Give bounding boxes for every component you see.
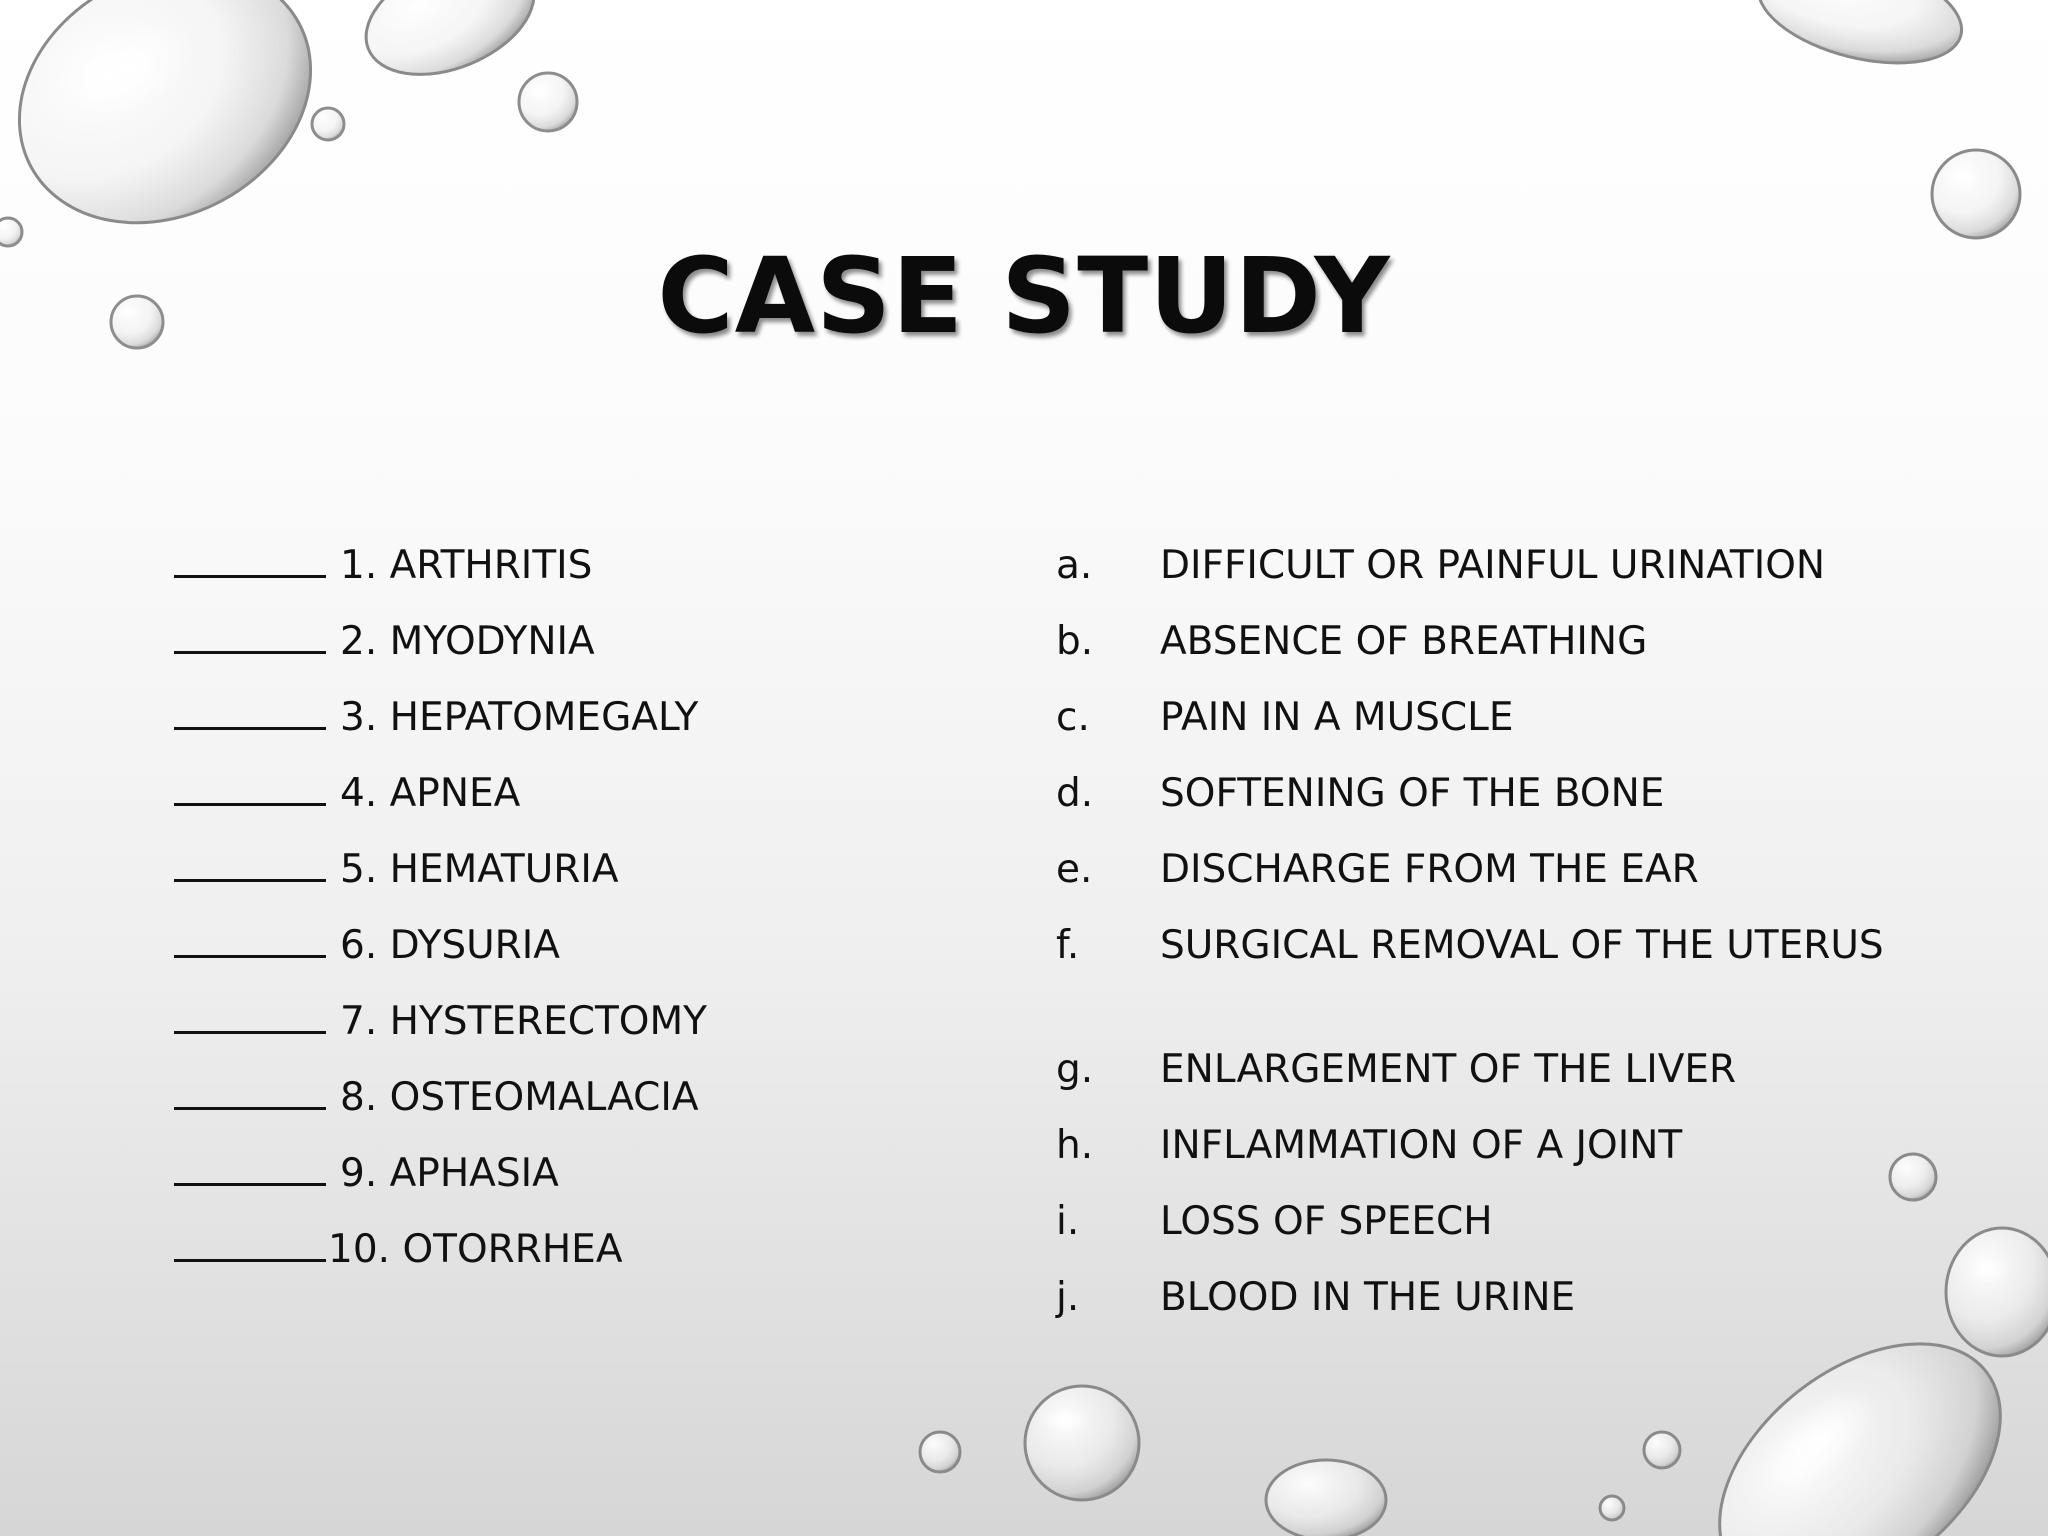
answer-blank xyxy=(174,1077,326,1110)
answer-blank xyxy=(174,773,326,806)
definition-letter: b. xyxy=(1056,619,1094,664)
terms-list xyxy=(174,542,1004,1302)
term-row xyxy=(174,1150,1004,1226)
term-row xyxy=(174,694,1004,770)
drop xyxy=(349,0,551,97)
term-number: 1. xyxy=(340,543,378,588)
definition-row xyxy=(1056,922,2006,1046)
term-number: 3. xyxy=(340,695,378,740)
definition-row xyxy=(1056,542,2006,618)
drop xyxy=(519,73,577,131)
definition-row xyxy=(1056,846,2006,922)
answer-blank xyxy=(174,545,326,578)
definition-text: SURGICAL REMOVAL OF THE UTERUS xyxy=(1160,923,1884,968)
drop xyxy=(920,1432,960,1472)
definition-row xyxy=(1056,618,2006,694)
answer-blank xyxy=(174,697,326,730)
definition-row xyxy=(1056,694,2006,770)
answer-blank xyxy=(174,1001,326,1034)
definition-letter: d. xyxy=(1056,771,1094,816)
term-text: APHASIA xyxy=(389,1151,559,1196)
answer-blank xyxy=(174,1229,326,1262)
definition-text: LOSS OF SPEECH xyxy=(1160,1199,1493,1244)
term-text: ARTHRITIS xyxy=(389,543,593,588)
definition-letter: c. xyxy=(1056,695,1090,740)
answer-blank xyxy=(174,621,326,654)
term-number: 2. xyxy=(340,619,378,664)
definition-text: INFLAMMATION OF A JOINT xyxy=(1160,1123,1683,1168)
definition-row xyxy=(1056,1046,2006,1122)
definition-letter: h. xyxy=(1056,1123,1094,1168)
term-row xyxy=(174,618,1004,694)
definition-text: ENLARGEMENT OF THE LIVER xyxy=(1160,1047,1737,1092)
term-row xyxy=(174,1074,1004,1150)
term-text: MYODYNIA xyxy=(389,619,595,664)
term-row xyxy=(174,846,1004,922)
term-text: OTORRHEA xyxy=(402,1227,623,1272)
term-row xyxy=(174,1226,1004,1302)
term-text: APNEA xyxy=(389,771,521,816)
definition-text: SOFTENING OF THE BONE xyxy=(1160,771,1665,816)
definition-row xyxy=(1056,1274,2006,1350)
definition-text: PAIN IN A MUSCLE xyxy=(1160,695,1514,740)
drop xyxy=(1600,1496,1624,1520)
drop xyxy=(1644,1432,1680,1468)
term-number: 7. xyxy=(340,999,378,1044)
definition-text: DISCHARGE FROM THE EAR xyxy=(1160,847,1699,892)
term-number: 8. xyxy=(340,1075,378,1120)
term-number: 4. xyxy=(340,771,378,816)
term-number: 5. xyxy=(340,847,378,892)
term-text: HYSTERECTOMY xyxy=(389,999,707,1044)
definition-text: DIFFICULT OR PAINFUL URINATION xyxy=(1160,543,1826,588)
term-text: HEMATURIA xyxy=(389,847,619,892)
term-text: OSTEOMALACIA xyxy=(389,1075,699,1120)
definition-letter: i. xyxy=(1056,1199,1080,1244)
answer-blank xyxy=(174,925,326,958)
term-row xyxy=(174,770,1004,846)
drop xyxy=(0,218,22,246)
term-row xyxy=(174,922,1004,998)
drop xyxy=(1025,1386,1139,1500)
drop xyxy=(1266,1460,1386,1536)
term-row xyxy=(174,998,1004,1074)
answer-blank xyxy=(174,1153,326,1186)
drop xyxy=(1747,0,1972,82)
term-row xyxy=(174,542,1004,618)
definitions-list xyxy=(1056,542,2006,1350)
term-text: HEPATOMEGALY xyxy=(389,695,699,740)
definition-row xyxy=(1056,1122,2006,1198)
drop xyxy=(1932,150,2020,238)
term-number: 9. xyxy=(340,1151,378,1196)
definition-letter: g. xyxy=(1056,1047,1094,1092)
term-number: 6. xyxy=(340,923,378,968)
definition-letter: j. xyxy=(1056,1275,1080,1320)
slide-title: CASE STUDY xyxy=(657,235,1391,357)
term-number: 10. xyxy=(328,1227,391,1272)
drop xyxy=(312,108,344,140)
term-text: DYSURIA xyxy=(389,923,560,968)
definition-letter: a. xyxy=(1056,543,1093,588)
definition-letter: e. xyxy=(1056,847,1093,892)
definition-letter: f. xyxy=(1056,923,1080,968)
answer-blank xyxy=(174,849,326,882)
definition-text: BLOOD IN THE URINE xyxy=(1160,1275,1576,1320)
definition-row xyxy=(1056,1198,2006,1274)
definition-text: ABSENCE OF BREATHING xyxy=(1160,619,1648,664)
definition-row xyxy=(1056,770,2006,846)
drop xyxy=(0,0,356,272)
